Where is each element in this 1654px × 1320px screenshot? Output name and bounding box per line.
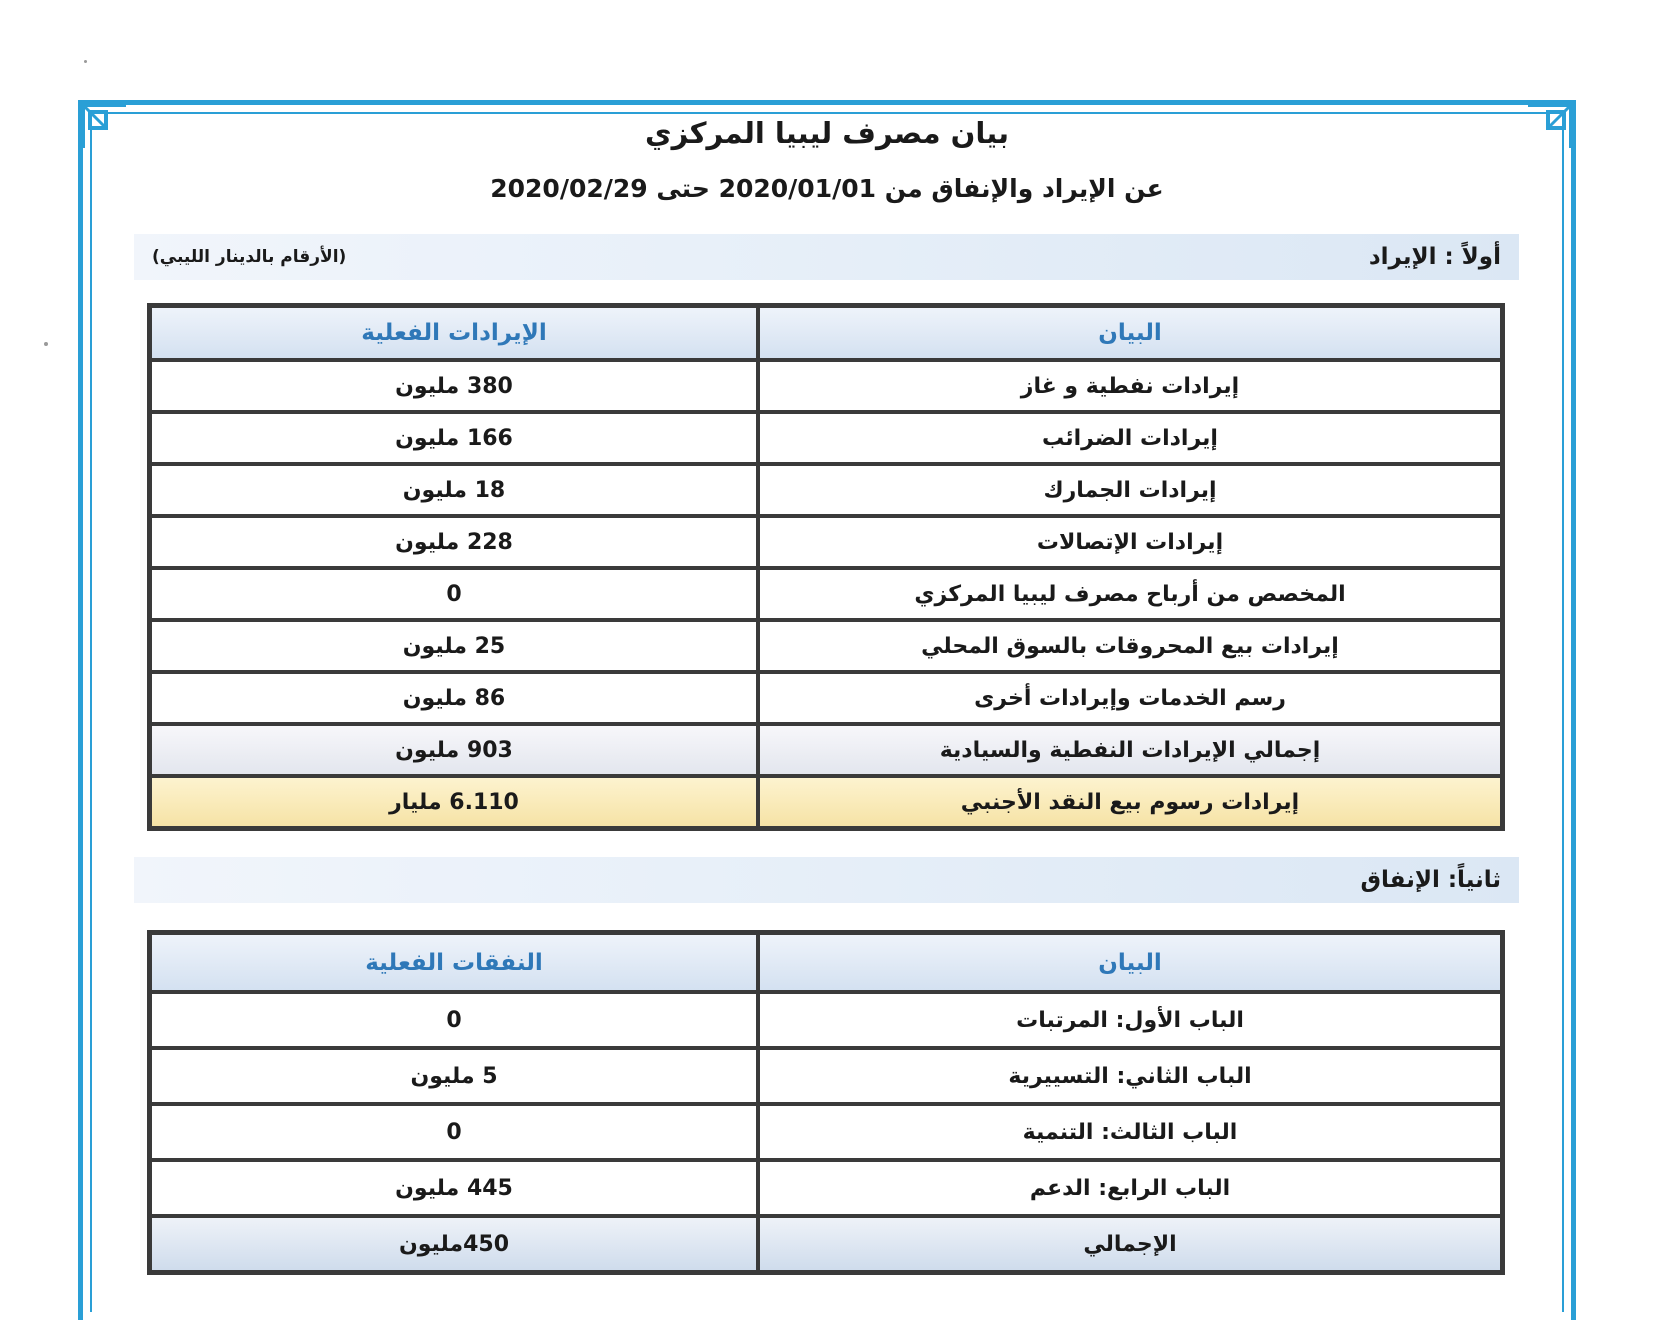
total-row <box>150 1216 1502 1272</box>
fx-revenue-row <box>150 776 1502 828</box>
row-label: إجمالي الإيرادات النفطية والسيادية <box>758 724 1502 776</box>
row-label: الباب الرابع: الدعم <box>758 1160 1502 1216</box>
table-row <box>150 1160 1502 1216</box>
table-header-row <box>150 306 1502 360</box>
expenditure-section-bar <box>134 857 1519 903</box>
row-value: 450مليون <box>150 1216 758 1272</box>
row-value: 380 مليون <box>150 360 758 412</box>
table-header-row <box>150 933 1502 992</box>
document-subtitle: عن الإيراد والإنفاق من 2020/01/01 حتى 2020/02/29 <box>490 174 1164 203</box>
column-header-description: البيان <box>758 933 1502 992</box>
subtotal-row <box>150 724 1502 776</box>
column-header-actual-revenue: الإيرادات الفعلية <box>150 306 758 360</box>
table-row <box>150 1048 1502 1104</box>
expenditure-table <box>147 930 1505 1275</box>
table-row <box>150 516 1502 568</box>
scan-speck <box>84 60 87 63</box>
row-label: إيرادات الضرائب <box>758 412 1502 464</box>
row-value: 0 <box>150 568 758 620</box>
row-label: الباب الأول: المرتبات <box>758 992 1502 1048</box>
expenditure-section-title: ثانياً: الإنفاق <box>1360 867 1501 893</box>
row-value: 6.110 مليار <box>150 776 758 828</box>
row-value: 903 مليون <box>150 724 758 776</box>
row-label: إيرادات الجمارك <box>758 464 1502 516</box>
table-row <box>150 672 1502 724</box>
row-value: 228 مليون <box>150 516 758 568</box>
table-row <box>150 464 1502 516</box>
row-value: 25 مليون <box>150 620 758 672</box>
row-label: المخصص من أرباح مصرف ليبيا المركزي <box>758 568 1502 620</box>
revenue-table <box>147 303 1505 831</box>
table-row <box>150 992 1502 1048</box>
table-row <box>150 1104 1502 1160</box>
table-row <box>150 620 1502 672</box>
row-value: 18 مليون <box>150 464 758 516</box>
revenue-section-bar <box>134 234 1519 280</box>
table-row <box>150 568 1502 620</box>
row-value: 0 <box>150 992 758 1048</box>
row-value: 166 مليون <box>150 412 758 464</box>
row-label: إيرادات نفطية و غاز <box>758 360 1502 412</box>
row-value: 5 مليون <box>150 1048 758 1104</box>
row-value: 86 مليون <box>150 672 758 724</box>
row-label: إيرادات رسوم بيع النقد الأجنبي <box>758 776 1502 828</box>
row-value: 445 مليون <box>150 1160 758 1216</box>
row-value: 0 <box>150 1104 758 1160</box>
revenue-section-title: أولاً : الإيراد <box>1368 244 1501 270</box>
table-row <box>150 360 1502 412</box>
document-title: بيان مصرف ليبيا المركزي <box>644 116 1009 150</box>
row-label: الباب الثالث: التنمية <box>758 1104 1502 1160</box>
table-row <box>150 412 1502 464</box>
row-label: رسم الخدمات وإيرادات أخرى <box>758 672 1502 724</box>
column-header-description: البيان <box>758 306 1502 360</box>
row-label: الإجمالي <box>758 1216 1502 1272</box>
column-header-actual-expenditure: النفقات الفعلية <box>150 933 758 992</box>
row-label: إيرادات بيع المحروقات بالسوق المحلي <box>758 620 1502 672</box>
currency-unit-note: (الأرقام بالدينار الليبي) <box>152 247 347 267</box>
row-label: الباب الثاني: التسييرية <box>758 1048 1502 1104</box>
scan-speck <box>44 342 48 346</box>
row-label: إيرادات الإتصالات <box>758 516 1502 568</box>
